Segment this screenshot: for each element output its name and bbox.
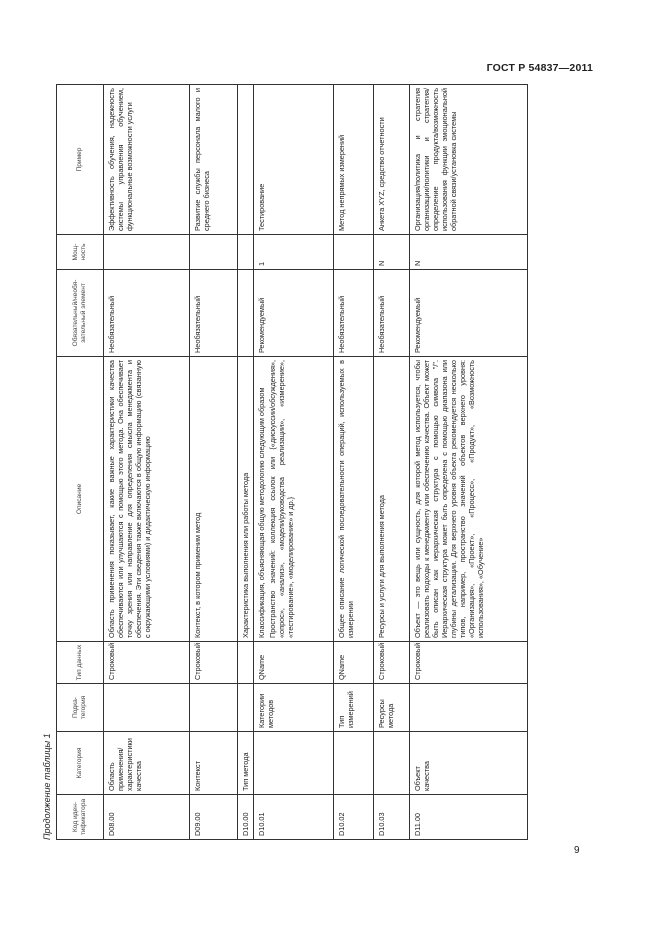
cell-obligation <box>238 270 254 357</box>
cell-code: D10.00 <box>238 795 254 840</box>
col-header-subcategory: Подка-тегория <box>57 684 104 732</box>
cell-obligation: Рекомендуемый <box>410 270 528 357</box>
cell-example: Развитие службы персонала малого и среднего бизнеса <box>190 85 238 235</box>
col-header-example: Пример <box>57 85 104 235</box>
cell-code: D10.03 <box>374 795 410 840</box>
cell-obligation: Необязательный <box>190 270 238 357</box>
table-caption: Продолжение таблицы 1 <box>42 733 52 840</box>
cell-example: Тестирование <box>254 85 334 235</box>
cell-category <box>334 732 374 795</box>
cell-code: D09.00 <box>190 795 238 840</box>
cell-subcategory: Тип измерений <box>334 684 374 732</box>
table-row <box>334 85 374 840</box>
cell-type: QName <box>334 642 374 684</box>
cell-description: Характеристика выполнения или работы метода <box>238 357 254 642</box>
table-row <box>254 85 334 840</box>
identifier-table <box>56 84 528 840</box>
cell-description: Объект — это вещь или сущность, для которой метод используется, чтобы реализовать подходы к менеджменту или обеспечению качества. Объект может быть описан как иерархическая структура с помощью символа "/". Иерархическая структура может быть определена с помощью диапазона или глубины детализации. Для верхнего уровня объекта рекомендуется несколько типов, например, пространство значений объектов верхнего уровня: «Организация», «Проект», «Процесс», «Продукт», «Возможность использования», «Обучение» <box>410 357 528 642</box>
cell-category: Объект качества <box>410 732 528 795</box>
cell-code: D11.00 <box>410 795 528 840</box>
cell-category <box>254 732 334 795</box>
table-row <box>104 85 190 840</box>
table-header-row <box>57 85 104 840</box>
cell-type: Строковый <box>374 642 410 684</box>
cell-subcategory <box>238 684 254 732</box>
cell-type <box>238 642 254 684</box>
cell-type: Строковый <box>410 642 528 684</box>
table-row <box>190 85 238 840</box>
cell-category <box>374 732 410 795</box>
cell-example: Организация/политика и стратегия организации/политики и стратегия/определение продукта/возможность использования функции эмоциональной обратной связи/установка системы <box>410 85 528 235</box>
cell-power: N <box>374 235 410 270</box>
cell-obligation: Необязательный <box>104 270 190 357</box>
cell-subcategory <box>104 684 190 732</box>
cell-type: QName <box>254 642 334 684</box>
cell-description: Общее описание логической последовательности операций, используемых в измерении <box>334 357 374 642</box>
cell-subcategory: Категории методов <box>254 684 334 732</box>
cell-description <box>254 357 334 642</box>
cell-power <box>238 235 254 270</box>
cell-obligation: Необязательный <box>334 270 374 357</box>
cell-power <box>190 235 238 270</box>
cell-code: D10.01 <box>254 795 334 840</box>
col-header-power: Мощ-ность <box>57 235 104 270</box>
col-header-type: Тип данных <box>57 642 104 684</box>
table-row <box>238 85 254 840</box>
cell-description: Область применения показывает, какие важные характеристики качества обеспечиваются или улучшаются с помощью этого метода. Она обеспечивает точку зрения или направление для определения смысла менеджмента и обеспечения. Эти сведения также включаются в общую информацию (связанную с окружающими условиями) и дидактическую информацию <box>104 357 190 642</box>
col-header-category: Категория <box>57 732 104 795</box>
cell-obligation: Рекомендуемый <box>254 270 334 357</box>
cell-category: Контекст <box>190 732 238 795</box>
col-header-obligation: Обязательный/необя-зательный элемент <box>57 270 104 357</box>
table-row <box>410 85 528 840</box>
cell-category: Тип метода <box>238 732 254 795</box>
cell-code: D10.02 <box>334 795 374 840</box>
cell-type: Строковый <box>104 642 190 684</box>
cell-subcategory <box>190 684 238 732</box>
description-paragraph: Классификация, объясняющая общую методологию следующим образом <box>257 387 267 638</box>
rotated-table-block <box>40 85 586 840</box>
cell-code: D08.00 <box>104 795 190 840</box>
col-header-description: Описание <box>57 357 104 642</box>
cell-power: 1 <box>254 235 334 270</box>
page-number: 9 <box>574 845 580 856</box>
table-row <box>374 85 410 840</box>
standard-number: ГОСТ Р 54837—2011 <box>486 62 593 74</box>
cell-category: Область применения/характеристики качества <box>104 732 190 795</box>
col-header-code: Код иден-тификатора <box>57 795 104 840</box>
cell-description: Контекст, в котором применим метод <box>190 357 238 642</box>
cell-subcategory <box>410 684 528 732</box>
cell-subcategory: Ресурсы метода <box>374 684 410 732</box>
cell-example: Метод непрямых измерений <box>334 85 374 235</box>
cell-example <box>238 85 254 235</box>
cell-power: N <box>410 235 528 270</box>
cell-example: Эффективность обучения, надежность системы управления обучением, функциональные возможности услуги <box>104 85 190 235</box>
cell-obligation: Необязательный <box>374 270 410 357</box>
description-paragraph: Пространство значений: коллекция ссылок или {«дискуссии/обсуждения», «опрос», «анализ», «модели/руководства реализации», «измерение», «тестирование», «моделирование» и др.} <box>268 360 296 638</box>
cell-example: Анкета XYZ, средство отчетности <box>374 85 410 235</box>
cell-power <box>334 235 374 270</box>
cell-description: Ресурсы и услуги для выполнения метода <box>374 357 410 642</box>
cell-power <box>104 235 190 270</box>
cell-type: Строковый <box>190 642 238 684</box>
